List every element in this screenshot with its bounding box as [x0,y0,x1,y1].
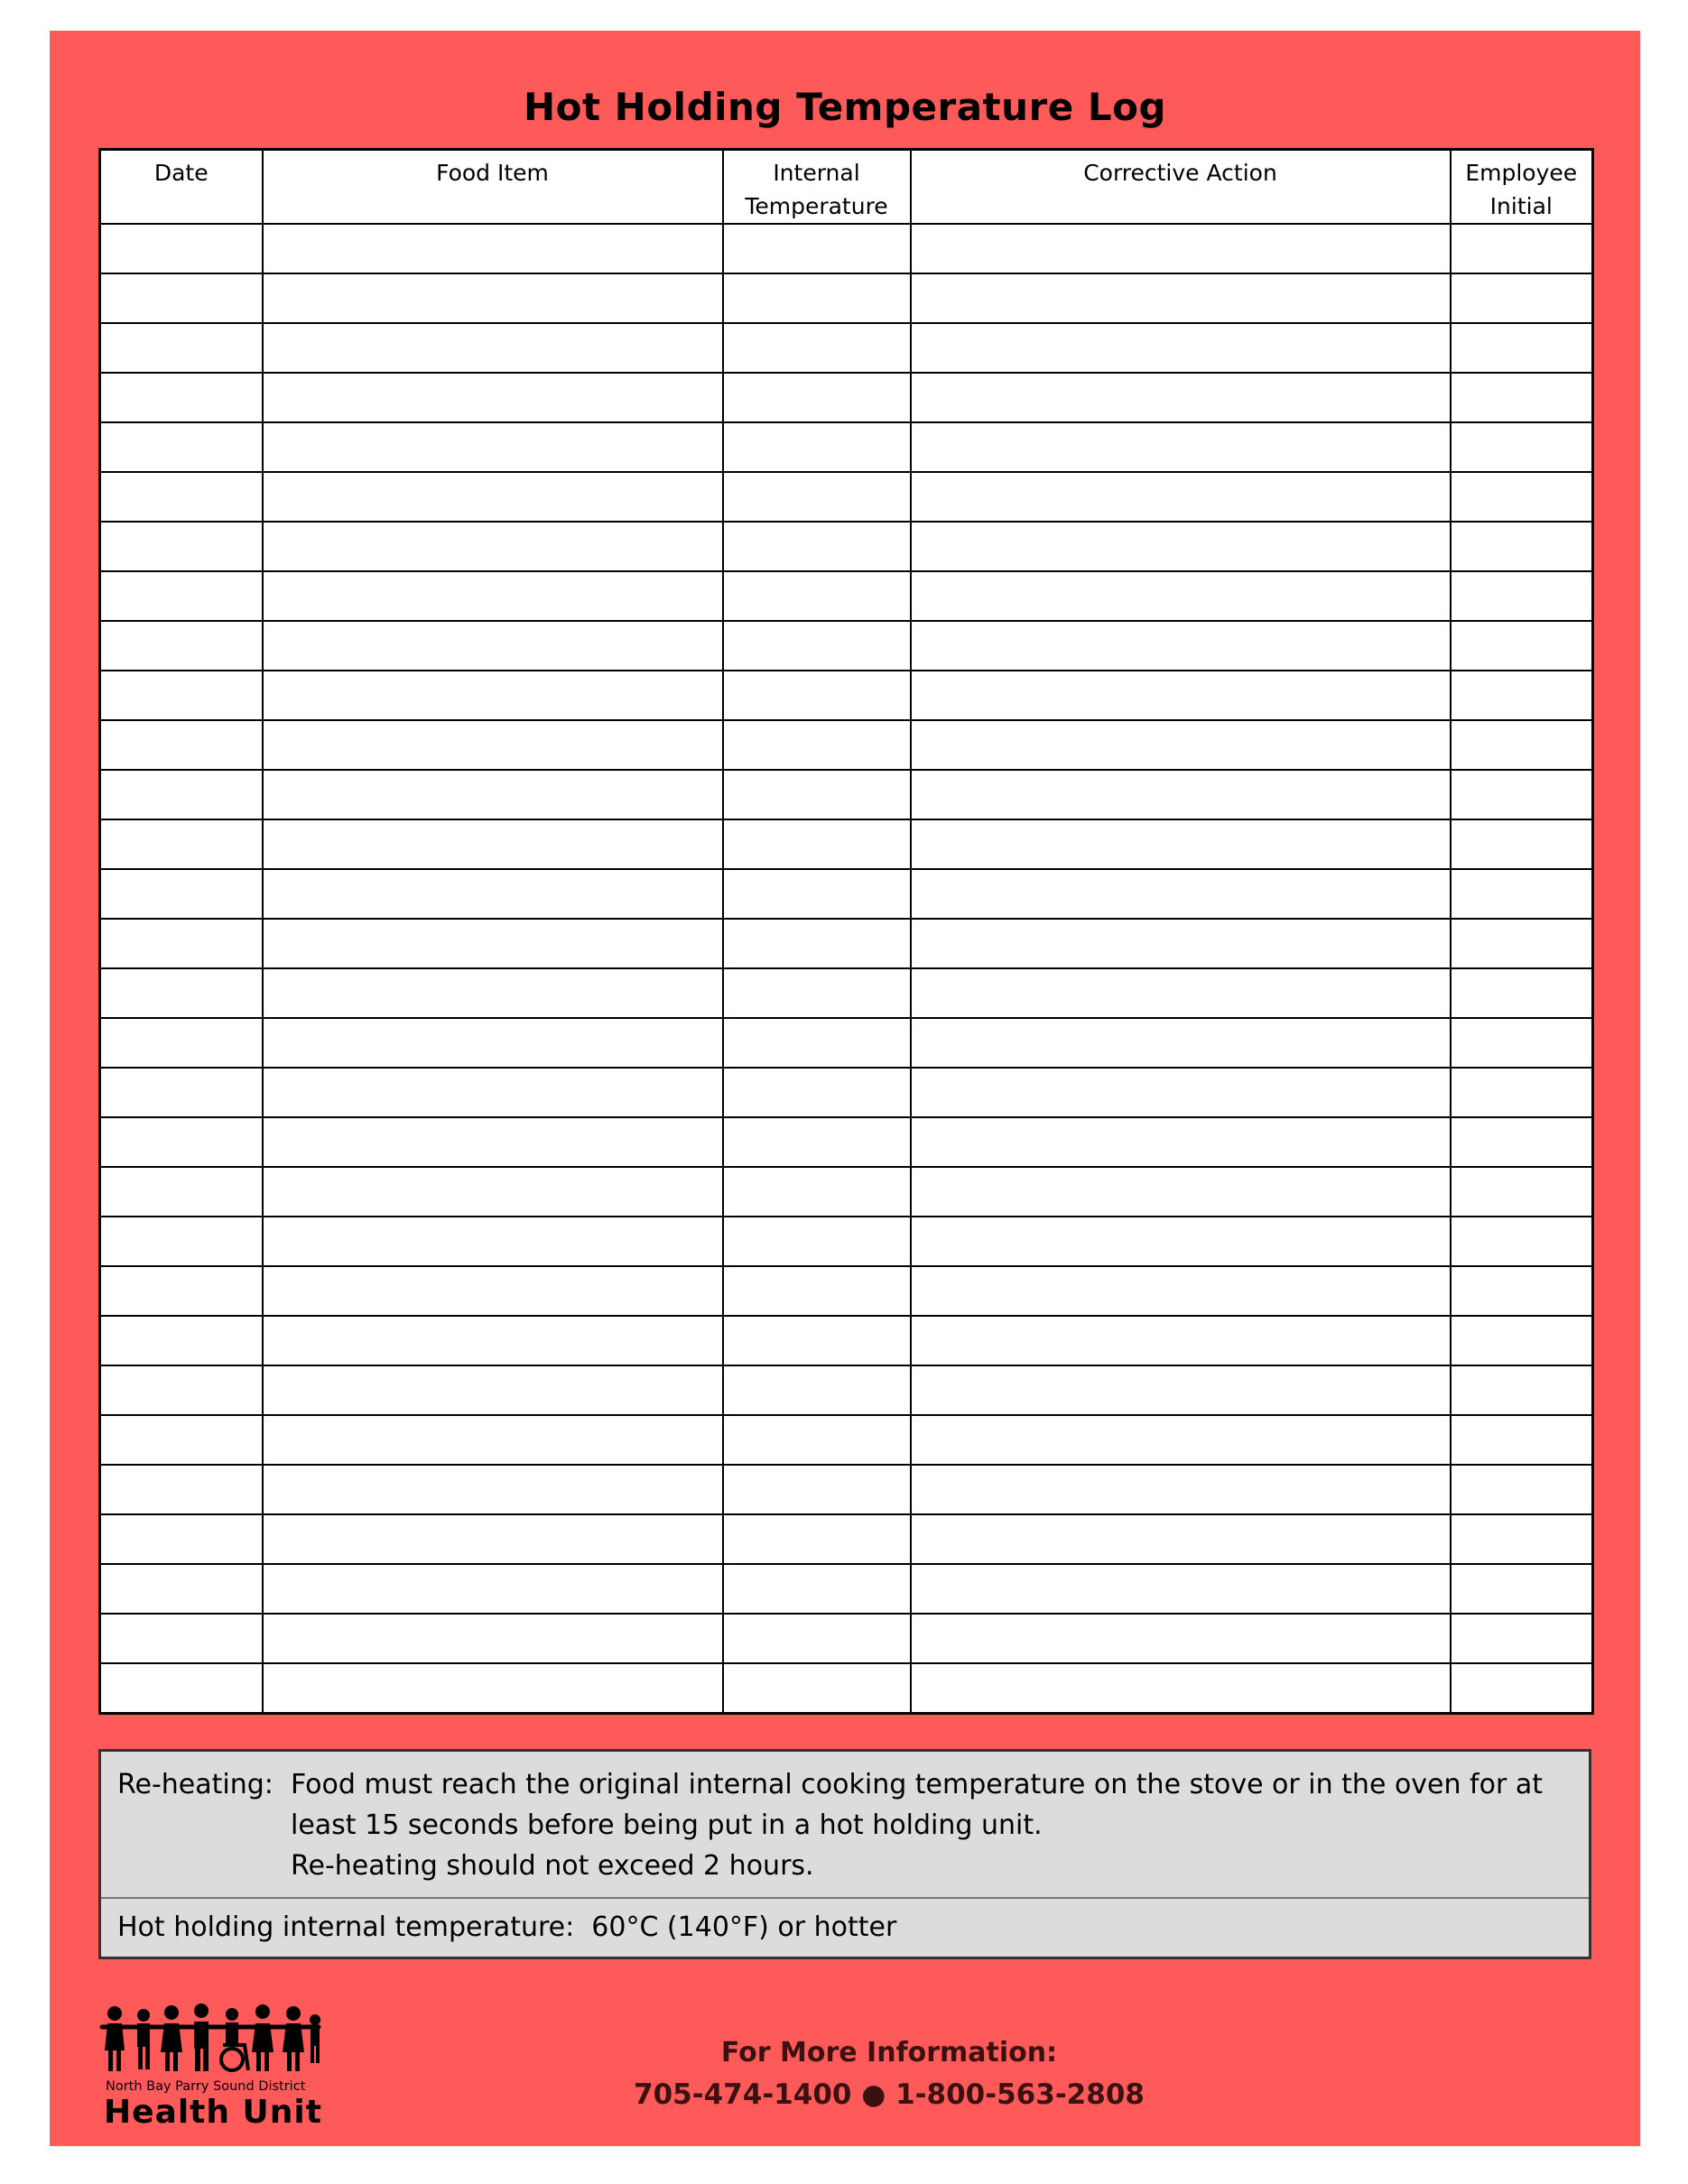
food-item-cell[interactable] [263,1415,723,1465]
employee-initial-cell[interactable] [1451,1117,1593,1167]
logo-name-text: Health Unit [104,2094,322,2131]
internal-temperature-cell[interactable] [723,720,911,770]
table-row [100,273,1593,323]
corrective-action-cell[interactable] [911,1167,1451,1217]
internal-temperature-cell[interactable] [723,1415,911,1465]
internal-temperature-cell[interactable] [723,273,911,323]
food-item-cell[interactable] [263,720,723,770]
table-row [100,224,1593,273]
corrective-action-cell[interactable] [911,472,1451,522]
contact-info [519,2032,1259,2115]
table-row [100,1018,1593,1068]
table-header-row [100,150,1593,225]
date-cell[interactable] [100,571,263,621]
date-cell[interactable] [100,770,263,819]
people-chain-icon [97,2000,324,2081]
internal-temperature-cell[interactable] [723,1018,911,1068]
internal-temperature-cell[interactable] [723,1316,911,1365]
date-cell[interactable] [100,1217,263,1266]
table-row [100,1663,1593,1714]
food-item-cell[interactable] [263,1018,723,1068]
employee-initial-cell[interactable] [1451,1415,1593,1465]
internal-temperature-cell[interactable] [723,1564,911,1614]
date-cell[interactable] [100,1614,263,1663]
corrective-action-cell[interactable] [911,273,1451,323]
corrective-action-cell[interactable] [911,1614,1451,1663]
date-cell[interactable] [100,919,263,968]
internal-temperature-cell[interactable] [723,968,911,1018]
date-cell[interactable] [100,1365,263,1415]
table-row [100,671,1593,720]
table-row [100,1514,1593,1564]
employee-initial-cell[interactable] [1451,1465,1593,1514]
employee-initial-cell[interactable] [1451,1614,1593,1663]
internal-temperature-cell[interactable] [723,323,911,373]
employee-initial-cell[interactable] [1451,1365,1593,1415]
employee-initial-cell[interactable] [1451,1663,1593,1714]
table-body [100,224,1593,1714]
food-item-cell[interactable] [263,1465,723,1514]
date-cell[interactable] [100,819,263,869]
internal-temperature-cell[interactable] [723,472,911,522]
notes-box [98,1749,1591,1959]
food-item-cell[interactable] [263,671,723,720]
internal-temperature-cell[interactable] [723,1068,911,1117]
table-row [100,1365,1593,1415]
page-title: Hot Holding Temperature Log [523,85,1167,129]
food-item-cell[interactable] [263,819,723,869]
internal-temperature-cell[interactable] [723,621,911,671]
corrective-action-cell[interactable] [911,224,1451,273]
food-item-cell[interactable] [263,1217,723,1266]
table-row [100,522,1593,571]
contact-heading: For More Information: [720,2037,1058,2068]
internal-temperature-cell[interactable] [723,1266,911,1316]
corrective-action-cell[interactable] [911,819,1451,869]
food-item-cell[interactable] [263,571,723,621]
table-row [100,472,1593,522]
table-row [100,1266,1593,1316]
table-row [100,323,1593,373]
table-row [100,919,1593,968]
employee-initial-cell[interactable] [1451,1217,1593,1266]
date-cell[interactable] [100,273,263,323]
reheating-line: least 15 seconds before being put in a hot holding unit. [291,1809,1043,1841]
table-row [100,819,1593,869]
table-row [100,968,1593,1018]
table-row [100,1068,1593,1117]
food-item-cell[interactable] [263,919,723,968]
employee-initial-cell[interactable] [1451,373,1593,422]
employee-initial-cell[interactable] [1451,472,1593,522]
table-row [100,720,1593,770]
employee-initial-cell[interactable] [1451,1514,1593,1564]
corrective-action-cell[interactable] [911,968,1451,1018]
date-cell[interactable] [100,224,263,273]
reheating-note [101,1752,1589,1899]
date-cell[interactable] [100,1663,263,1714]
internal-temperature-cell[interactable] [723,1465,911,1514]
employee-initial-cell[interactable] [1451,1316,1593,1365]
internal-temperature-cell[interactable] [723,1117,911,1167]
table-row [100,869,1593,919]
internal-temperature-cell[interactable] [723,1614,911,1663]
corrective-action-cell[interactable] [911,1564,1451,1614]
internal-temperature-cell[interactable] [723,671,911,720]
food-item-cell[interactable] [263,1167,723,1217]
employee-initial-cell[interactable] [1451,323,1593,373]
date-cell[interactable] [100,522,263,571]
corrective-action-cell[interactable] [911,323,1451,373]
date-cell[interactable] [100,1415,263,1465]
date-cell[interactable] [100,968,263,1018]
date-cell[interactable] [100,1465,263,1514]
logo-district-text: North Bay Parry Sound District [106,2079,306,2094]
corrective-action-cell[interactable] [911,1514,1451,1564]
corrective-action-cell[interactable] [911,1068,1451,1117]
food-item-cell[interactable] [263,472,723,522]
health-unit-logo [97,2000,324,2132]
table-row [100,1217,1593,1266]
food-item-cell[interactable] [263,323,723,373]
corrective-action-cell[interactable] [911,720,1451,770]
corrective-action-cell[interactable] [911,1018,1451,1068]
date-cell[interactable] [100,472,263,522]
internal-temperature-cell[interactable] [723,1365,911,1415]
internal-temperature-cell[interactable] [723,819,911,869]
date-cell[interactable] [100,373,263,422]
internal-temperature-cell[interactable] [723,1663,911,1714]
date-cell[interactable] [100,869,263,919]
food-item-cell[interactable] [263,1068,723,1117]
employee-initial-cell[interactable] [1451,1167,1593,1217]
date-cell[interactable] [100,422,263,472]
internal-temperature-cell[interactable] [723,1217,911,1266]
reheating-label: Re-heating: [117,1769,274,1800]
date-cell[interactable] [100,1018,263,1068]
date-cell[interactable] [100,1514,263,1564]
internal-temperature-cell[interactable] [723,571,911,621]
employee-initial-cell[interactable] [1451,571,1593,621]
corrective-action-cell[interactable] [911,522,1451,571]
food-item-cell[interactable] [263,1266,723,1316]
contact-phones: 705-474-1400 ● 1-800-563-2808 [634,2078,1145,2111]
column-header-internal-temperature: Internal Temperature [723,150,911,225]
column-header-food-item: Food Item [263,150,723,225]
food-item-cell[interactable] [263,522,723,571]
food-item-cell[interactable] [263,770,723,819]
column-header-employee-initial: Employee Initial [1451,150,1593,225]
food-item-cell[interactable] [263,1663,723,1714]
corrective-action-cell[interactable] [911,1217,1451,1266]
date-cell[interactable] [100,671,263,720]
food-item-cell[interactable] [263,273,723,323]
internal-temperature-cell[interactable] [723,522,911,571]
column-header-corrective-action: Corrective Action [911,150,1451,225]
reheating-text [291,1764,1543,1886]
column-header-date: Date [100,150,263,225]
corrective-action-cell[interactable] [911,869,1451,919]
table-row [100,1117,1593,1167]
corrective-action-cell[interactable] [911,1266,1451,1316]
employee-initial-cell[interactable] [1451,1068,1593,1117]
internal-temperature-cell[interactable] [723,919,911,968]
employee-initial-cell[interactable] [1451,1266,1593,1316]
date-cell[interactable] [100,1316,263,1365]
employee-initial-cell[interactable] [1451,671,1593,720]
date-cell[interactable] [100,1068,263,1117]
table-row [100,1614,1593,1663]
date-cell[interactable] [100,1117,263,1167]
reheating-line: Food must reach the original internal cooking temperature on the stove or in the oven for at [291,1769,1543,1800]
food-item-cell[interactable] [263,968,723,1018]
employee-initial-cell[interactable] [1451,224,1593,273]
date-cell[interactable] [100,1167,263,1217]
temperature-log-table [98,148,1594,1715]
date-cell[interactable] [100,720,263,770]
corrective-action-cell[interactable] [911,621,1451,671]
employee-initial-cell[interactable] [1451,1018,1593,1068]
employee-initial-cell[interactable] [1451,1564,1593,1614]
corrective-action-cell[interactable] [911,919,1451,968]
internal-temperature-cell[interactable] [723,1514,911,1564]
corrective-action-cell[interactable] [911,671,1451,720]
food-item-cell[interactable] [263,373,723,422]
internal-temperature-cell[interactable] [723,422,911,472]
food-item-cell[interactable] [263,1514,723,1564]
reheating-line: Re-heating should not exceed 2 hours. [291,1850,814,1882]
internal-temperature-cell[interactable] [723,373,911,422]
employee-initial-cell[interactable] [1451,819,1593,869]
internal-temperature-cell[interactable] [723,224,911,273]
corrective-action-cell[interactable] [911,571,1451,621]
employee-initial-cell[interactable] [1451,919,1593,968]
table-row [100,1167,1593,1217]
table-row [100,571,1593,621]
internal-temperature-cell[interactable] [723,1167,911,1217]
internal-temperature-cell[interactable] [723,770,911,819]
food-item-cell[interactable] [263,1316,723,1365]
food-item-cell[interactable] [263,422,723,472]
corrective-action-cell[interactable] [911,1117,1451,1167]
food-item-cell[interactable] [263,869,723,919]
date-cell[interactable] [100,323,263,373]
corrective-action-cell[interactable] [911,770,1451,819]
corrective-action-cell[interactable] [911,1415,1451,1465]
corrective-action-cell[interactable] [911,373,1451,422]
table-row [100,770,1593,819]
internal-temperature-cell[interactable] [723,869,911,919]
table-row [100,373,1593,422]
table-row [100,422,1593,472]
corrective-action-cell[interactable] [911,422,1451,472]
food-item-cell[interactable] [263,1614,723,1663]
employee-initial-cell[interactable] [1451,621,1593,671]
employee-initial-cell[interactable] [1451,968,1593,1018]
corrective-action-cell[interactable] [911,1465,1451,1514]
food-item-cell[interactable] [263,224,723,273]
date-cell[interactable] [100,621,263,671]
table-row [100,1415,1593,1465]
hot-holding-note: Hot holding internal temperature: 60°C (140°F) or hotter [117,1911,897,1943]
food-item-cell[interactable] [263,1117,723,1167]
corrective-action-cell[interactable] [911,1365,1451,1415]
employee-initial-cell[interactable] [1451,422,1593,472]
employee-initial-cell[interactable] [1451,770,1593,819]
employee-initial-cell[interactable] [1451,273,1593,323]
table-row [100,1564,1593,1614]
corrective-action-cell[interactable] [911,1316,1451,1365]
employee-initial-cell[interactable] [1451,869,1593,919]
table-row [100,621,1593,671]
food-item-cell[interactable] [263,1564,723,1614]
corrective-action-cell[interactable] [911,1663,1451,1714]
log-sheet [50,31,1640,2146]
table-row [100,1465,1593,1514]
employee-initial-cell[interactable] [1451,720,1593,770]
food-item-cell[interactable] [263,621,723,671]
employee-initial-cell[interactable] [1451,522,1593,571]
table-row [100,1316,1593,1365]
date-cell[interactable] [100,1266,263,1316]
date-cell[interactable] [100,1564,263,1614]
food-item-cell[interactable] [263,1365,723,1415]
